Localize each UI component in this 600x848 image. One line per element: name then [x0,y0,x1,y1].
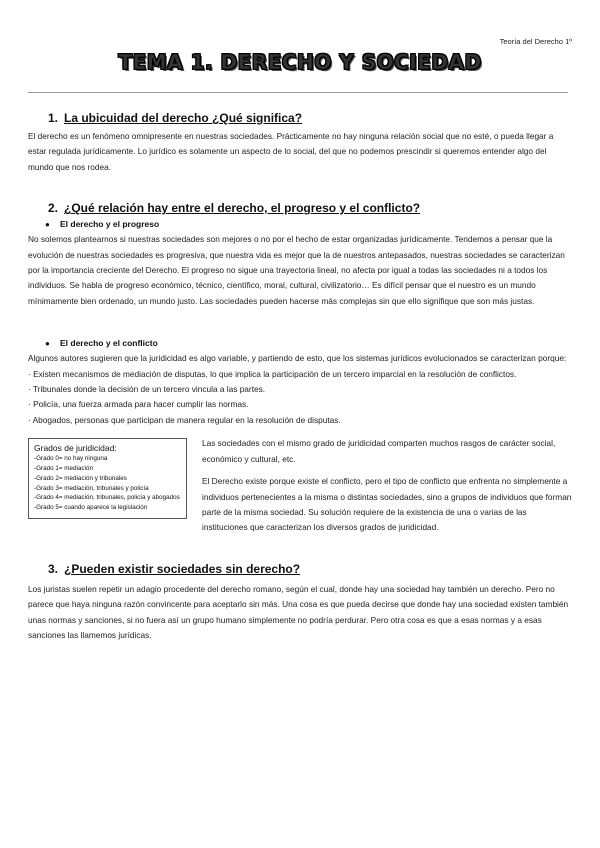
section-2-title: ¿Qué relación hay entre el derecho, el progreso y el conflicto? [64,201,421,216]
subsection-progreso-heading [28,218,574,231]
grados-box [28,438,187,519]
section-1 [28,111,574,175]
side-paragraph: El Derecho existe porque existe el conflicto, pero el tipo de conflicto que enfrenta no simplemente a individuos pertenecientes a la misma o distintas sociedades, sino a grupos de individuos que forman parte de la misma sociedad. Su solución requiere de la existencia de una o varias de las instituciones que caracterizan los diversos grados de juridicidad. [202,476,572,533]
subsection-conflicto-title: El derecho y el conflicto [60,338,158,349]
section-1-title: La ubicuidad del derecho ¿Qué significa? [64,111,303,125]
section-3-number: 3. [48,561,59,576]
conflicto-line: · Policía, una fuerza armada para hacer cumplir las normas. [28,399,249,410]
subsection-progreso-title: El derecho y el progreso [60,219,160,230]
grado-item: -Grado 2= mediación y tribunales [34,474,127,482]
subsection-conflicto-heading [28,337,574,350]
section-3-heading [28,562,574,576]
section-1-heading [28,111,574,125]
section-1-paragraph: El derecho es un fenómeno omnipresente en nuestras sociedades. Prácticamente no hay ninguna relación social que no esté, o pueda llegar a estar regulada jurídicamente. Lo jurídico es solamente un aspecto de lo social, del que no podemos prescindir si queremos entender algo del mundo que nos rodea. [28,131,554,172]
subsection-progreso-paragraph: No solemos plantearnos si nuestras sociedades son mejores o no por el hecho de estar organizadas jurídicamente. Tendemos a pensar que la evolución de nuestras sociedades es progresiva, que nuestra vida es mejor que la de nuestros antepasados, nuestras sociedades se caracterizan por la importancia creciente del Derecho. El progreso no sigue una trayectoria lineal, no afecta por igual a todas las sociedades ni a todos los individuos. Se habla de progreso económico, técnico, científico, moral, cultural, civilizatorio… Es difícil pensar que el nuestro es un mundo mínimamente bien ordenado, un mundo justo. Las sociedades pueden hacerse más complejas sin que ello signifique que son más justas. [28,234,565,306]
conflicto-line: · Existen mecanismos de mediación de disputas, lo que implica la participación de un tercero imparcial en la resolución de conflictos. [28,368,517,379]
grados-side-text [202,436,574,535]
header-note: Teoría del Derecho 1º [499,37,572,46]
document-body [28,111,574,643]
section-3-paragraph: Los juristas suelen repetir un adagio procedente del derecho romano, según el cual, donde hay una sociedad hay también un derecho. Pero no parece que haya ninguna razón convincente para aceptarlo sin más. Una cosa es que pueda decirse que donde hay una sociedad existen también unas normas y sanciones, si no fuera así un grupo humano simplemente no podría perdurar. Pero otra cosa es que a esas normas y a esas sanciones las llamemos jurídicas. [28,583,569,640]
side-paragraph: Las sociedades con el mismo grado de juridicidad comparten muchos rasgos de carácter social, económico y cultural, etc. [202,438,556,464]
section-2-heading [28,201,574,215]
section-3 [28,562,574,644]
subsection-conflicto-intro: Algunos autores sugieren que la juridicidad es algo variable, y partiendo de esto, que los sistemas jurídicos evolucionados se caracterizan porque: [28,353,567,364]
grado-item: -Grado 5= cuando aparece la legislación [34,504,148,512]
grado-item: -Grado 3= mediación, tribunales y policía [34,484,149,492]
bullet-icon: ● [45,220,50,230]
title-divider [28,92,568,93]
grados-row [28,436,574,535]
grado-item: -Grado 4= mediación, tribunales, policía y abogados [34,494,180,502]
section-3-title: ¿Pueden existir sociedades sin derecho? [64,561,301,576]
conflicto-line: · Tribunales donde la decisión de un tercero vincula a las partes. [28,384,266,395]
section-2 [28,201,574,536]
grado-item: -Grado 1= mediación [34,465,93,473]
grado-item: -Grado 0= no hay ninguna [34,455,108,463]
section-1-number: 1. [48,111,59,125]
page-title: TEMA 1. DERECHO Y SOCIEDAD [118,50,482,74]
grados-box-title: Grados de juridicidad: [34,443,117,454]
conflicto-line: · Abogados, personas que participan de manera regular en la resolución de disputas. [28,414,341,425]
bullet-icon: ● [45,339,50,349]
section-2-number: 2. [48,201,59,216]
